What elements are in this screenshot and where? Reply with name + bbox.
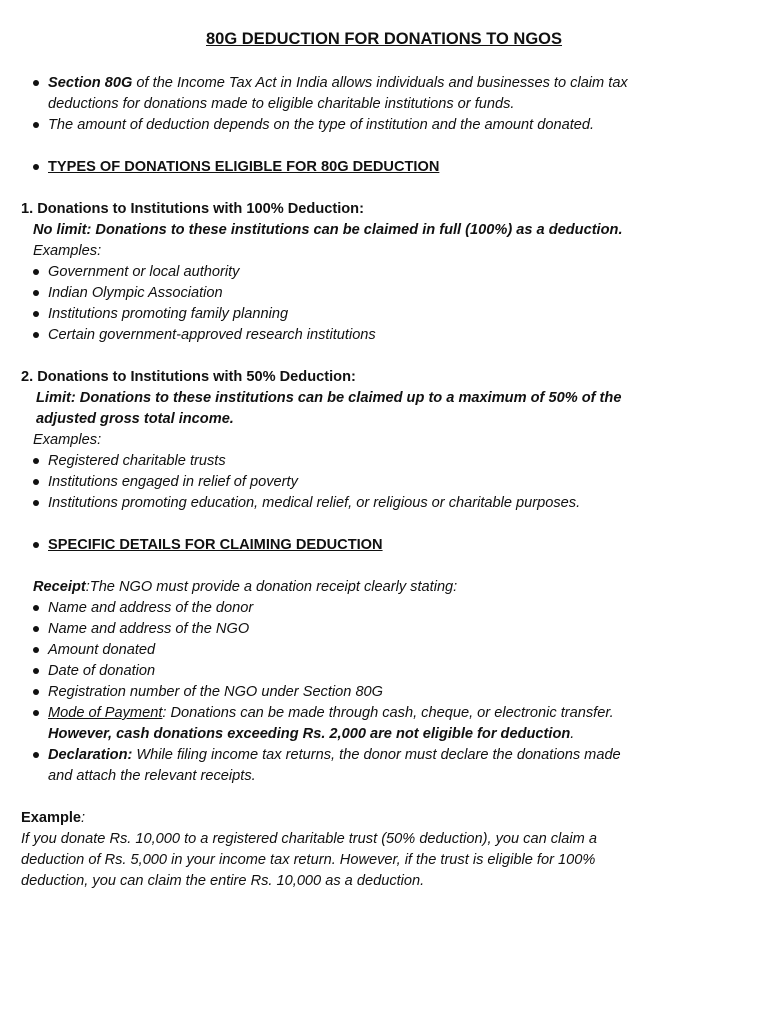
payment-warning-line <box>48 724 574 745</box>
bullet-icon <box>33 269 39 275</box>
bullet-icon <box>33 500 39 506</box>
receipt-label: Receipt <box>33 579 86 595</box>
intro-item-1-line-2: deductions for donations made to eligible charitable institutions or funds. <box>48 96 515 112</box>
list-item: Name and address of the NGO <box>48 621 250 637</box>
intro-item-1 <box>48 73 628 94</box>
section-2-limit: Limit: Donations to these institutions can be claimed up to a maximum of 50% of the <box>36 390 622 406</box>
bullet-icon <box>33 689 39 695</box>
receipt-line <box>33 577 457 598</box>
list-item: Certain government-approved research institutions <box>48 327 376 343</box>
payment-line <box>48 703 614 724</box>
bullet-icon <box>33 710 39 716</box>
example-heading <box>21 808 85 829</box>
payment-warning: However, cash donations exceeding Rs. 2,000 are not eligible for deduction <box>48 726 571 742</box>
types-heading: TYPES OF DONATIONS ELIGIBLE FOR 80G DEDUCTION <box>48 159 440 175</box>
section-2-heading: 2. Donations to Institutions with 50% Deduction: <box>21 369 356 385</box>
page-title: 80G DEDUCTION FOR DONATIONS TO NGOS <box>206 30 562 48</box>
bullet-icon <box>33 479 39 485</box>
bullet-icon <box>33 332 39 338</box>
intro-item-1-text: of the Income Tax Act in India allows individuals and businesses to claim tax <box>132 75 628 91</box>
section-1-limit: No limit: Donations to these institutions can be claimed in full (100%) as a deduction. <box>33 222 623 238</box>
list-item: Government or local authority <box>48 264 240 280</box>
list-item: Indian Olympic Association <box>48 285 223 301</box>
specific-heading: SPECIFIC DETAILS FOR CLAIMING DEDUCTION <box>48 537 383 553</box>
bullet-icon <box>33 311 39 317</box>
bullet-icon <box>33 626 39 632</box>
list-item: Registration number of the NGO under Section 80G <box>48 684 384 700</box>
list-item: Registered charitable trusts <box>48 453 226 469</box>
list-item: Institutions engaged in relief of poverty <box>48 474 298 490</box>
section-1-examples-label: Examples: <box>33 243 102 259</box>
intro-item-2: The amount of deduction depends on the type of institution and the amount donated. <box>48 117 595 133</box>
list-item: Date of donation <box>48 663 156 679</box>
bullet-icon <box>33 164 39 170</box>
example-label: Example <box>21 810 82 826</box>
example-text: deduction of Rs. 5,000 in your income tax return. However, if the trust is eligible for 100% <box>21 852 596 868</box>
example-text: deduction, you can claim the entire Rs. 10,000 as a deduction. <box>21 873 425 889</box>
bullet-icon <box>33 290 39 296</box>
bullet-icon <box>33 647 39 653</box>
example-text: If you donate Rs. 10,000 to a registered charitable trust (50% deduction), you can claim a <box>21 831 597 847</box>
declaration-line-2: and attach the relevant receipts. <box>48 768 256 784</box>
declaration-label: Declaration: <box>48 747 133 763</box>
bullet-icon <box>33 458 39 464</box>
list-item: Name and address of the donor <box>48 600 254 616</box>
payment-label: Mode of Payment <box>48 705 163 721</box>
bullet-icon <box>33 542 39 548</box>
bullet-icon <box>33 752 39 758</box>
section-2-limit-line-2: adjusted gross total income. <box>36 411 234 427</box>
bullet-icon <box>33 122 39 128</box>
payment-warning-end: . <box>570 726 575 742</box>
payment-text: : Donations can be made through cash, cheque, or electronic transfer. <box>162 705 614 721</box>
receipt-text: :The NGO must provide a donation receipt clearly stating: <box>85 579 458 595</box>
intro-item-1-bold: Section 80G <box>48 75 133 91</box>
section-1-heading: 1. Donations to Institutions with 100% Deduction: <box>21 201 364 217</box>
list-item: Institutions promoting education, medical relief, or religious or charitable purposes. <box>48 495 581 511</box>
list-item: Institutions promoting family planning <box>48 306 289 322</box>
declaration-text: While filing income tax returns, the donor must declare the donations made <box>132 747 621 763</box>
declaration-line <box>48 745 621 766</box>
bullet-icon <box>33 80 39 86</box>
bullet-icon <box>33 605 39 611</box>
example-colon: : <box>81 810 86 826</box>
bullet-icon <box>33 668 39 674</box>
section-2-examples-label: Examples: <box>33 432 102 448</box>
list-item: Amount donated <box>48 642 156 658</box>
